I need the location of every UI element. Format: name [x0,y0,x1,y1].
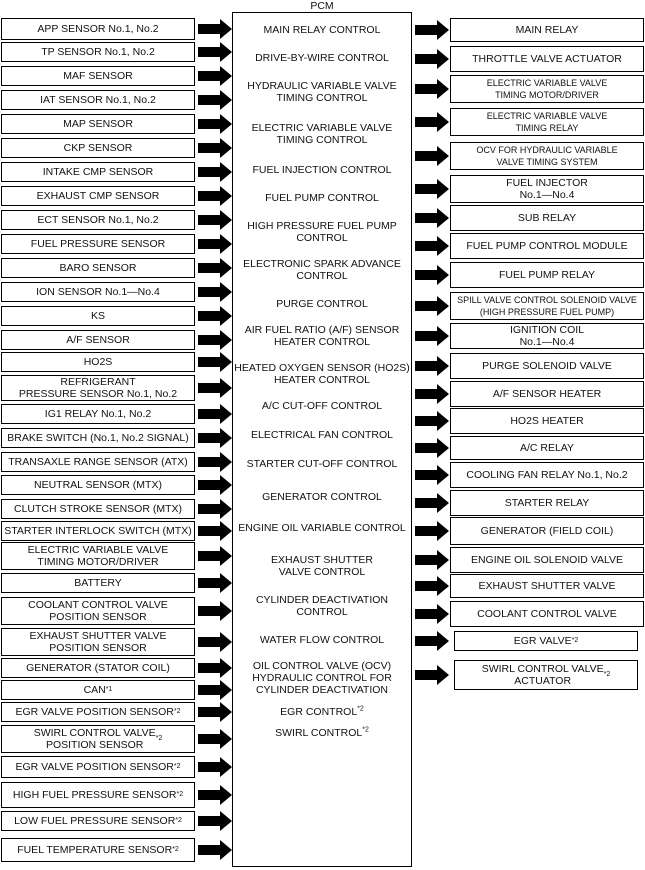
output-actuator-box: STARTER RELAY [450,490,644,516]
input-arrow [198,90,232,110]
input-signal-box: GENERATOR (STATOR COIL) [1,658,195,678]
output-arrow [415,356,449,376]
pcm-control-function: HIGH PRESSURE FUEL PUMP CONTROL [247,220,397,244]
output-actuator-box: A/F SENSOR HEATER [450,381,644,407]
input-signal-box: BARO SENSOR [1,258,195,278]
output-actuator-box: FUEL PUMP CONTROL MODULE [450,233,644,259]
output-actuator-box: FUEL PUMP RELAY [450,262,644,288]
input-arrow [198,66,232,86]
output-actuator-box: EGR VALVE *2 [454,631,638,651]
input-signal-box: EXHAUST SHUTTER VALVE POSITION SENSOR [1,628,195,656]
input-arrow [198,138,232,158]
input-arrow [198,452,232,472]
output-actuator-box: IGNITION COIL No.1—No.4 [450,323,644,349]
pcm-control-function: EXHAUST SHUTTER VALVE CONTROL [271,554,373,578]
input-signal-box: CLUTCH STROKE SENSOR (MTX) [1,499,195,519]
input-signal-box: BRAKE SWITCH (No.1, No.2 SIGNAL) [1,428,195,448]
output-actuator-box: MAIN RELAY [450,18,644,42]
pcm-control-function: ELECTRICAL FAN CONTROL [251,429,393,441]
input-arrow [198,521,232,541]
pcm-control-function: WATER FLOW CONTROL [259,634,385,646]
input-arrow [198,499,232,519]
input-arrow [198,404,232,424]
output-actuator-box: EXHAUST SHUTTER VALVE [450,574,644,598]
input-signal-box: LOW FUEL PRESSURE SENSOR *2 [1,811,195,831]
output-arrow [415,296,449,316]
input-arrow [198,757,232,777]
input-arrow [198,546,232,566]
input-arrow [198,282,232,302]
input-arrow [198,306,232,326]
pcm-control-function: MAIN RELAY CONTROL [263,24,381,36]
input-signal-box: A/F SENSOR [1,330,195,350]
output-actuator-box: SWIRL CONTROL VALVE ACTUATOR *2 [454,660,638,690]
input-signal-box: CKP SENSOR [1,138,195,158]
input-signal-box: STARTER INTERLOCK SWITCH (MTX) [1,521,195,541]
input-signal-box: APP SENSOR No.1, No.2 [1,18,195,40]
output-actuator-box: COOLANT CONTROL VALVE [450,601,644,627]
pcm-control-function: DRIVE-BY-WIRE CONTROL [255,52,389,64]
input-arrow [198,702,232,722]
input-arrow [198,258,232,278]
output-arrow [415,576,449,596]
output-arrow [415,208,449,228]
input-signal-box: MAP SENSOR [1,114,195,134]
input-signal-box: EGR VALVE POSITION SENSOR *2 [1,702,195,722]
input-arrow [198,840,232,860]
output-arrow [415,631,449,651]
pcm-control-function: SWIRL CONTROL$^{*2}$ [275,726,369,739]
input-signal-box: COOLANT CONTROL VALVE POSITION SENSOR [1,597,195,625]
pcm-control-function: A/C CUT-OFF CONTROL [261,400,383,412]
output-actuator-box: A/C RELAY [450,436,644,460]
input-arrow [198,162,232,182]
input-signal-box: KS [1,306,195,326]
output-arrow [415,265,449,285]
input-signal-box: TRANSAXLE RANGE SENSOR (ATX) [1,452,195,472]
output-actuator-box: OCV FOR HYDRAULIC VARIABLE VALVE TIMING SYSTEM [450,142,644,170]
input-arrow [198,114,232,134]
input-arrow [198,234,232,254]
input-arrow [198,378,232,398]
pcm-control-function: ELECTRIC VARIABLE VALVE TIMING CONTROL [251,122,393,146]
input-signal-box: TP SENSOR No.1, No.2 [1,42,195,62]
input-signal-box: HIGH FUEL PRESSURE SENSOR *2 [1,782,195,808]
output-arrow [415,112,449,132]
input-signal-box: IG1 RELAY No.1, No.2 [1,404,195,424]
output-arrow [415,411,449,431]
output-arrow [415,49,449,69]
input-arrow [198,42,232,62]
pcm-control-function: EGR CONTROL$^{*2}$ [280,705,364,718]
pcm-control-function: ELECTRONIC SPARK ADVANCE CONTROL [243,258,401,282]
input-signal-box: BATTERY [1,573,195,593]
pcm-control-function: CYLINDER DEACTIVATION CONTROL [255,594,389,618]
input-signal-box: ELECTRIC VARIABLE VALVE TIMING MOTOR/DRIVER [1,542,195,570]
input-signal-box: MAF SENSOR [1,66,195,86]
input-signal-box: FUEL TEMPERATURE SENSOR *2 [1,838,195,862]
pcm-control-function: FUEL PUMP CONTROL [265,192,379,204]
output-arrow [415,465,449,485]
input-signal-box: FUEL PRESSURE SENSOR [1,234,195,254]
output-actuator-box: COOLING FAN RELAY No.1, No.2 [450,462,644,488]
pcm-control-function: AIR FUEL RATIO (A/F) SENSOR HEATER CONTROL [244,324,400,348]
input-arrow [198,428,232,448]
output-actuator-box: ENGINE OIL SOLENOID VALVE [450,547,644,573]
input-arrow [198,210,232,230]
input-arrow [198,186,232,206]
output-arrow [415,604,449,624]
pcm-control-function: PURGE CONTROL [276,298,368,310]
output-arrow [415,665,449,685]
input-signal-box: EXHAUST CMP SENSOR [1,186,195,206]
input-arrow [198,785,232,805]
input-signal-box: ION SENSOR No.1—No.4 [1,282,195,302]
input-arrow [198,601,232,621]
pcm-control-function: FUEL INJECTION CONTROL [252,164,392,176]
output-arrow [415,550,449,570]
pcm-control-function: GENERATOR CONTROL [262,491,382,503]
output-actuator-box: SPILL VALVE CONTROL SOLENOID VALVE (HIGH PRESSURE FUEL PUMP) [450,292,644,320]
footnote-marker: *2 [362,726,369,734]
input-signal-box: REFRIGERANT PRESSURE SENSOR No.1, No.2 [1,375,195,401]
input-signal-box: IAT SENSOR No.1, No.2 [1,90,195,110]
output-arrow [415,179,449,199]
input-arrow [198,729,232,749]
pcm-control-function: HEATED OXYGEN SENSOR (HO2S) HEATER CONTROL [234,362,410,386]
input-signal-box: CAN *1 [1,680,195,700]
pcm-control-function: HYDRAULIC VARIABLE VALVE TIMING CONTROL [247,80,397,104]
pcm-title: PCM [310,0,334,12]
output-arrow [415,20,449,40]
input-signal-box: HO2S [1,352,195,372]
output-actuator-box: ELECTRIC VARIABLE VALVE TIMING RELAY [450,108,644,136]
pcm-control-function: STARTER CUT-OFF CONTROL [246,458,398,470]
output-actuator-box: PURGE SOLENOID VALVE [450,353,644,379]
input-signal-box: INTAKE CMP SENSOR [1,162,195,182]
input-arrow [198,352,232,372]
input-signal-box: NEUTRAL SENSOR (MTX) [1,475,195,495]
output-arrow [415,521,449,541]
input-arrow [198,19,232,39]
output-arrow [415,384,449,404]
input-arrow [198,330,232,350]
input-signal-box: SWIRL CONTROL VALVE POSITION SENSOR *2 [1,725,195,753]
input-arrow [198,573,232,593]
pcm-control-function: OIL CONTROL VALVE (OCV) HYDRAULIC CONTROL FOR CYLINDER DEACTIVATION [252,660,392,696]
input-arrow [198,811,232,831]
output-arrow [415,493,449,513]
input-arrow [198,658,232,678]
output-actuator-box: HO2S HEATER [450,408,644,434]
output-arrow [415,236,449,256]
output-arrow [415,79,449,99]
output-actuator-box: FUEL INJECTOR No.1—No.4 [450,175,644,203]
output-actuator-box: THROTTLE VALVE ACTUATOR [450,46,644,72]
output-arrow [415,146,449,166]
footnote-marker: *2 [357,705,364,713]
output-actuator-box: SUB RELAY [450,205,644,231]
input-arrow [198,632,232,652]
output-arrow [415,438,449,458]
output-arrow [415,326,449,346]
input-signal-box: ECT SENSOR No.1, No.2 [1,210,195,230]
input-signal-box: EGR VALVE POSITION SENSOR *2 [1,756,195,778]
output-actuator-box: GENERATOR (FIELD COIL) [450,517,644,545]
input-arrow [198,475,232,495]
pcm-control-function: ENGINE OIL VARIABLE CONTROL [238,522,406,534]
input-arrow [198,680,232,700]
output-actuator-box: ELECTRIC VARIABLE VALVE TIMING MOTOR/DRIVER [450,75,644,103]
